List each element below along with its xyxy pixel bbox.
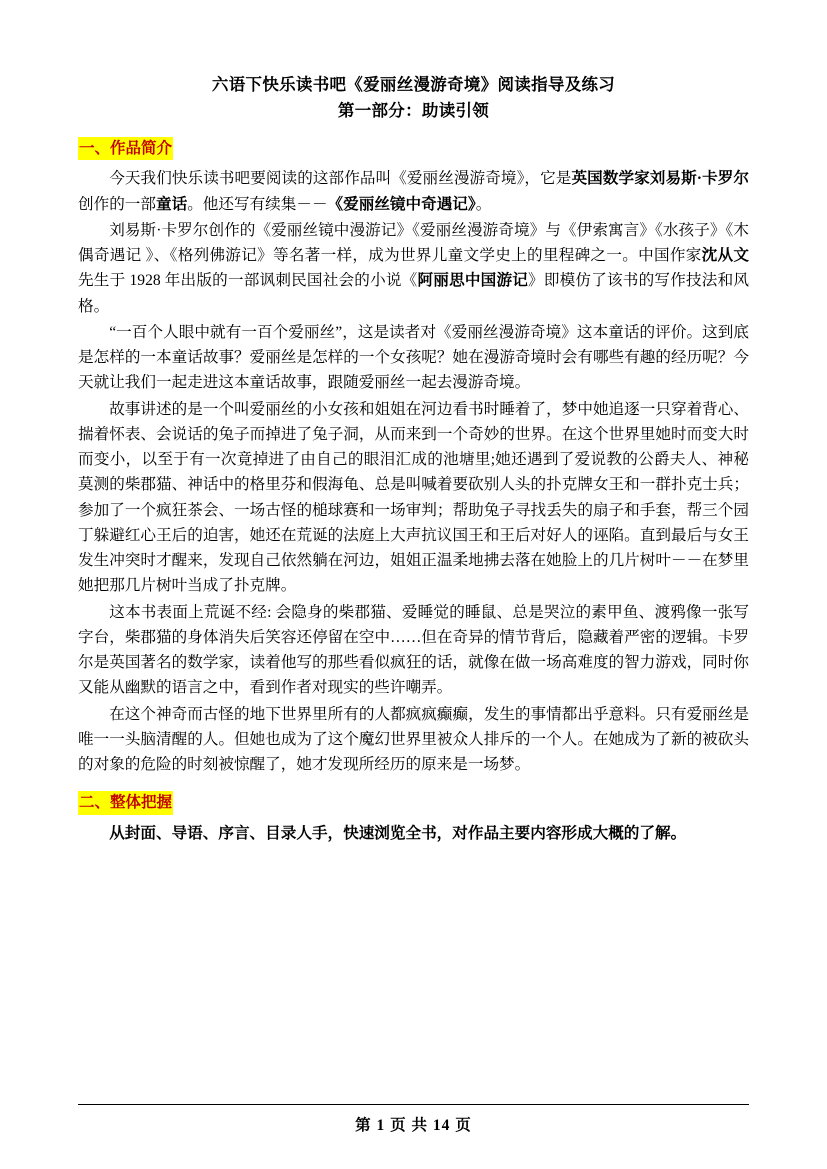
emphasis-text: 阿丽思中国游记 [417,272,529,290]
paragraph [78,821,749,846]
section-heading: 一、作品简介 [78,137,173,160]
body-text: “一百个人眼中就有一百个爱丽丝”，这是读者对《爱丽丝漫游奇境》这本童话的评价。这到底是怎样的一本童话故事？爱丽丝是怎样的一个女孩呢？她在漫游奇境时会有哪些有趣的经历呢？今天就让我们一起走进这本童话故事，跟随爱丽丝一起去漫游奇境。 [78,323,749,392]
body-text: 创作的一部 [78,195,156,213]
body-text: 这本书表面上荒诞不经: 会隐身的柴郡猫、爱睡觉的睡鼠、总是哭泣的素甲鱼、渡鸦像一张写字台，柴郡猫的身体消失后笑容还停留在空中……但在奇异的情节背后，隐藏着严密的逻辑。卡罗尔是英国著名的数学家，读着他写的那些看似疯狂的话，就像在做一场高难度的智力游戏，同时你又能从幽默的语言之中，看到作者对现实的些许嘲弄。 [78,603,749,697]
body-text: 今天我们快乐读书吧要阅读的这部作品叫《爱丽丝漫游奇境》，它是 [109,170,572,188]
section-2-heading-wrap [78,783,749,818]
body-text: 。他还写有续集－－ [187,195,328,213]
body-text: 故事讲述的是一个叫爱丽丝的小女孩和姐姐在河边看书时睡着了，梦中她追逐一只穿着背心、揣着怀表、会说话的兔子而掉进了兔子洞，从而来到一个奇妙的世界。在这个世界里她时而变大时而变小，以至于有一次竟掉进了由自己的眼泪汇成的池塘里;她还遇到了爱说教的公爵夫人、神秘莫测的柴郡猫、神话中的格里芬和假海龟、总是叫喊着要砍别人头的扑克牌女王和一群扑克士兵；参加了一个疯狂茶会、一场古怪的槌球赛和一场审判；帮助兔子寻找丢失的扇子和手套，帮三个园丁躲避红心王后的迫害，她还在荒诞的法庭上大声抗议国王和王后对好人的诬陷。直到最后与女王发生冲突时才醒来，发现自己依然躺在河边，姐姐正温柔地拂去落在她脸上的几片树叶－－在梦里她把那几片树叶当成了扑克牌。 [78,400,749,595]
body-text: 》即模仿了该书的写作技法和风格。 [78,272,749,315]
emphasis-text: 沈从文 [701,247,749,265]
page-subtitle: 第一部分：助读引领 [337,100,490,120]
emphasis-text: 英国数学家刘易斯·卡罗尔 [571,170,750,188]
section-heading: 二、整体把握 [78,791,173,814]
body-text: 先生于 1928 年出版的一部讽刺民国社会的小说《 [78,272,418,290]
body-text: 。 [475,195,492,213]
paragraph [78,600,749,701]
paragraph [78,166,749,217]
paragraph [78,397,749,599]
body-text: 刘易斯·卡罗尔创作的《爱丽丝镜中漫游记》《爱丽丝漫游奇境》与《伊索寓言》《水孩子》《木偶奇遇记 》、《格列佛游记》等名著一样，成为世界儿童文学史上的里程碑之一。中国作家 [78,221,749,265]
emphasis-text: 《爱丽丝镜中奇遇记》 [327,195,476,213]
paragraph [78,702,749,778]
body-text: 在这个神奇而古怪的地下世界里所有的人都疯疯癫癫，发生的事情都出乎意料。只有爱丽丝是唯一一头脑清醒的人。但她也成为了这个魔幻世界里被众人排斥的一个人。在她成为了新的被砍头的对象的危险的时刻被惊醒了，她才发现所经历的原来是一场梦。 [78,705,749,774]
section-1-heading-wrap [78,129,749,164]
footer-divider [78,1104,749,1105]
emphasis-text: 从封面、导语、序言、目录人手，快速浏览全书，对作品主要内容形成大概的了解。 [109,824,687,842]
page-footer: 第 1 页 共 14 页 [355,1117,472,1134]
page-title: 六语下快乐读书吧《爱丽丝漫游奇境》阅读指导及练习 [211,75,616,94]
emphasis-text: 童话 [155,195,188,213]
paragraph [78,320,749,396]
paragraph [78,218,749,319]
